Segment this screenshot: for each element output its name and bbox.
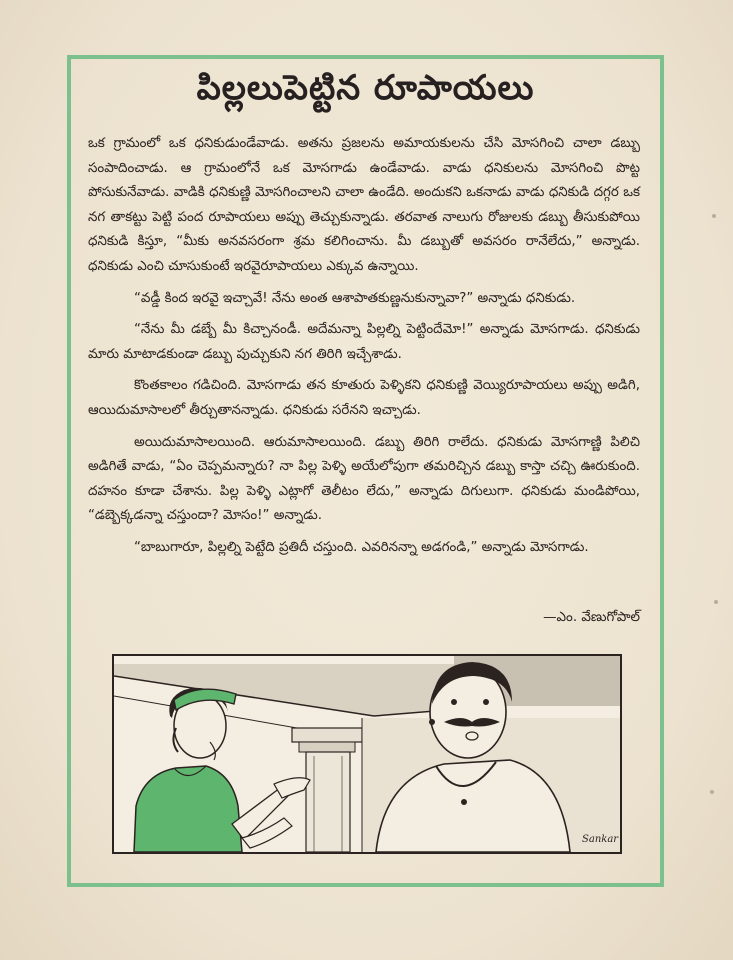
story-paragraph: “నేను మీ డబ్బే మీ కిచ్చానండీ. అదేమన్నా పిల్లల్ని పెట్టిందేమో!” అన్నాడు మోసగాడు. ధనికుడు మారు మాటాడకుండా డబ్బు పుచ్చుకుని నగ తిరిగి ఇచ్చేశాడు. <box>88 322 640 362</box>
story-illustration <box>112 654 622 854</box>
story-paragraph: అయిదుమాసాలయింది. ఆరుమాసాలయింది. డబ్బు తిరిగి రాలేదు. ధనికుడు మోసగాణ్ణి పిలిచి అడిగితే వాడు, “ఏం చెప్పమన్నారు? నా పిల్ల పెళ్ళి అయేలోపుగా తమరిచ్చిన డబ్బు కాస్తా చచ్చి ఊరుకుంది. దహనం కూడా చేశాను. పిల్ల పెళ్ళి ఎట్లాగో తెలీటం లేదు,” అన్నాడు దిగులుగా. ధనికుడు మండిపోయి, “డబ్బెక్కడన్నా చస్తుందా? మోసం!” అన్నాడు. <box>88 434 640 524</box>
author-byline: —ఎం. వేణుగోపాల్ <box>543 610 640 625</box>
story-paragraph: ఒక గ్రామంలో ఒక ధనికుడుండేవాడు. అతను ప్రజలను అమాయకులను చేసి మోసగించి చాలా డబ్బు సంపాదించాడు. ఆ గ్రామంలోనే ఒక మోసగాడు ఉండేవాడు. వాడు ధనికులను మోసగించి పొట్ట పోసుకునేవాడు. వాడికి ధనికుణ్ణి మోసగించాలని చాలా ఉండేది. అందుకని ఒకనాడు వాడు ధనికుడి దగ్గర ఒక నగ తాకట్టు పెట్టి పంద రూపాయలు అప్పు తెచ్చుకున్నాడు. తరవాత నాలుగు రోజులకు డబ్బు తీసుకుపోయి ధనికుడి కిస్తూ, “మీకు అనవసరంగా శ్రమ కలిగించాను. మీ డబ్బుతో అవసరం రానేలేదు,” అన్నాడు. ధనికుడు ఎంచి చూసుకుంటే ఇరవైరూపాయలు ఎక్కువ ఉన్నాయి. <box>88 136 640 274</box>
story-paragraph: “వడ్డీ కింద ఇరవై ఇచ్చావే! నేను అంత ఆశాపాతకుణ్ణనుకున్నావా?” అన్నాడు ధనికుడు. <box>134 290 576 306</box>
story-title: పిల్లలుపెట్టిన రూపాయలు <box>196 68 535 108</box>
margin-speck <box>714 600 718 604</box>
margin-speck <box>712 214 716 218</box>
story-paragraph: “బాబుగారూ, పిల్లల్ని పెట్టేది ప్రతిదీ చస్తుంది. ఎవరినన్నా అడగండి,” అన్నాడు మోసగాడు. <box>134 539 589 555</box>
story-body <box>88 132 640 568</box>
artist-signature: Sankar <box>582 834 619 845</box>
margin-speck <box>710 790 714 794</box>
story-paragraph: కొంతకాలం గడిచింది. మోసగాడు తన కూతురు పెళ్ళికని ధనికుణ్ణి వెయ్యిరూపాయలు అప్పు అడిగి, ఆయిదుమాసాలలో తీర్చుతానన్నాడు. ధనికుడు సరేనని ఇచ్చాడు. <box>88 378 640 418</box>
